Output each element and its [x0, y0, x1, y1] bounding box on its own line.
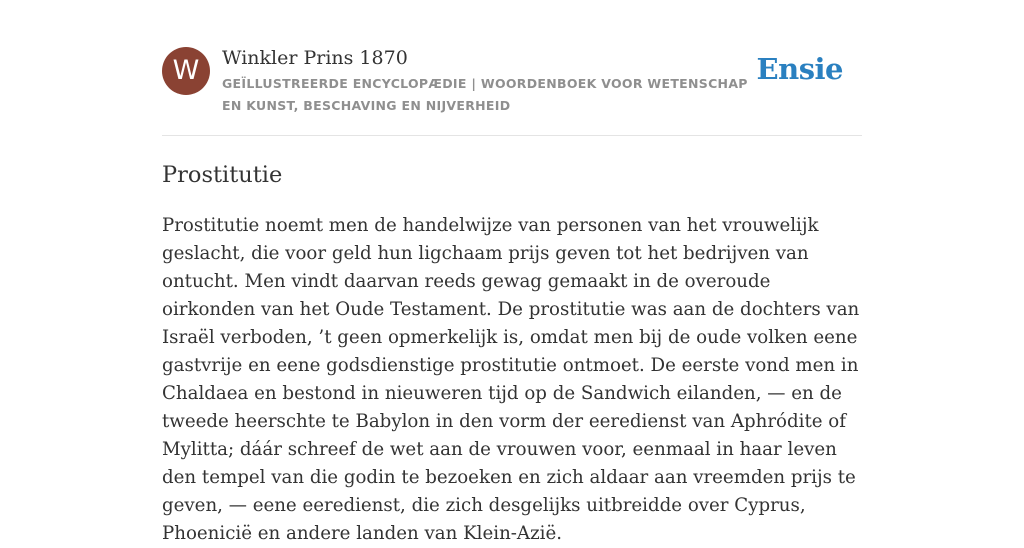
article-title: Prostitutie: [162, 162, 283, 188]
source-subtitle: GEÏLLUSTREERDE ENCYCLOPÆDIE | WOORDENBOEK VOOR WETENSCHAP EN KUNST, BESCHAVING EN NIJVERHEID: [222, 76, 748, 113]
source-header: [162, 46, 862, 118]
article-body: Prostitutie noemt men de handelwijze van personen van het vrouwelijk geslacht, die voor geld hun ligchaam prijs geven tot het bedrijven van ontucht. Men vindt daarvan reeds gewag gemaakt in de overoude oirkonden van het Oude Testament. De prostitutie was aan de dochters van Israël verboden, ’t geen opmerkelijk is, omdat men bij de oude volken eene gastvrije en eene godsdienstige prostitutie ontmoet. De eerste vond men in Chaldaea en bestond in nieuweren tijd op de Sandwich eilanden, — en de tweede heerschte te Babylon in den vorm der eeredienst van Aphródite of Mylitta; dáár schreef de wet aan de vrouwen voor, eenmaal in haar leven den tempel van die godin te bezoeken en zich aldaar aan vreemden prijs te geven, — eene eeredienst, die zich desgelijks uitbreidde over Cyprus, Phoenicië en andere landen van Klein-Azië.: [162, 215, 860, 544]
brand-logo-link[interactable]: Ensie: [756, 52, 843, 86]
source-avatar[interactable]: W: [162, 47, 210, 95]
header-divider: [162, 135, 862, 136]
source-title[interactable]: Winkler Prins 1870: [222, 47, 408, 69]
